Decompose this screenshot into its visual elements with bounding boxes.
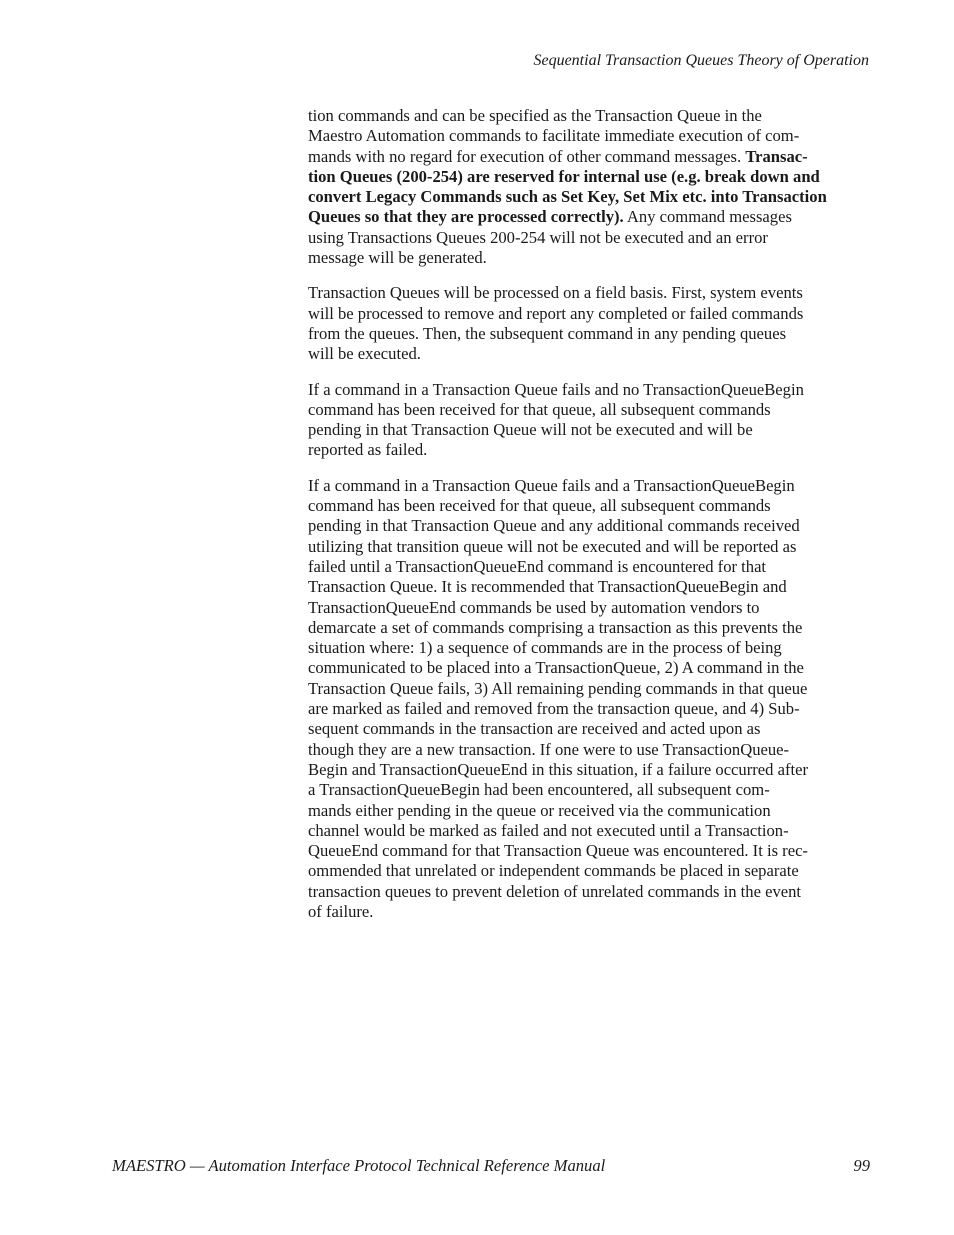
paragraph-line: will be processed to remove and report any completed or failed commands — [308, 303, 804, 323]
paragraph-line: reported as failed. — [308, 440, 428, 460]
paragraph-line: sequent commands in the transaction are received and acted upon as — [308, 719, 761, 739]
paragraph-line: If a command in a Transaction Queue fails and no TransactionQueueBegin — [308, 379, 804, 399]
paragraph-line: are marked as failed and removed from the transaction queue, and 4) Sub- — [308, 699, 800, 719]
paragraph-line: If a command in a Transaction Queue fails and a TransactionQueueBegin — [308, 475, 795, 495]
plain-text: Any command messages — [623, 207, 792, 227]
paragraph-line: QueueEnd command for that Transaction Queue was encountered. It is rec- — [308, 841, 808, 861]
paragraph-line: a TransactionQueueBegin had been encountered, all subsequent com- — [308, 780, 770, 800]
paragraph-line — [308, 207, 872, 227]
bold-text: convert Legacy Commands such as Set Key, Set Mix etc. into Transaction — [308, 187, 827, 207]
paragraph-3 — [308, 380, 872, 461]
bold-text: Queues so that they are processed correctly). — [308, 207, 624, 227]
paragraph-4 — [308, 476, 872, 923]
paragraph-line: mands either pending in the queue or received via the communication — [308, 800, 771, 820]
paragraph-line: tion commands and can be specified as the Transaction Queue in the — [308, 106, 762, 125]
paragraph-line: transaction queues to prevent deletion of unrelated commands in the event — [308, 881, 802, 901]
paragraph-2 — [308, 283, 872, 364]
page-number: 99 — [853, 1156, 870, 1175]
paragraph-line: command has been received for that queue, all subsequent commands — [308, 399, 771, 419]
paragraph-line: of failure. — [308, 901, 374, 921]
paragraph-line: command has been received for that queue, all subsequent commands — [308, 496, 771, 516]
paragraph-1 — [308, 106, 872, 268]
paragraph-line — [308, 147, 872, 167]
paragraph-line: pending in that Transaction Queue will not be executed and will be — [308, 420, 753, 440]
paragraph-line: failed until a TransactionQueueEnd command is encountered for that — [308, 556, 767, 576]
bold-text: tion Queues (200-254) are reserved for internal use (e.g. break down and — [308, 166, 820, 186]
paragraph-line: ommended that unrelated or independent commands be placed in separate — [308, 861, 799, 881]
paragraph-line: Transaction Queue. It is recommended that TransactionQueueBegin and — [308, 577, 787, 597]
paragraph-line: Maestro Automation commands to facilitate immediate execution of com- — [308, 126, 800, 146]
paragraph-line: will be executed. — [308, 344, 421, 364]
paragraph-line: demarcate a set of commands comprising a transaction as this prevents the — [308, 617, 803, 637]
paragraph-line: channel would be marked as failed and not executed until a Transaction- — [308, 820, 789, 840]
paragraph-line: TransactionQueueEnd commands be used by automation vendors to — [308, 597, 760, 617]
paragraph-line: Transaction Queues will be processed on a field basis. First, system events — [308, 283, 803, 303]
body-text — [308, 106, 872, 937]
paragraph-line: situation where: 1) a sequence of commands are in the process of being — [308, 638, 782, 658]
paragraph-line: Begin and TransactionQueueEnd in this situation, if a failure occurred after — [308, 759, 808, 779]
paragraph-line: utilizing that transition queue will not be executed and will be reported as — [308, 536, 797, 556]
paragraph-line: though they are a new transaction. If one were to use TransactionQueue- — [308, 739, 790, 759]
running-header: Sequential Transaction Queues Theory of Operation — [533, 52, 869, 69]
paragraph-line: pending in that Transaction Queue and any additional commands received — [308, 516, 800, 536]
paragraph-line: from the queues. Then, the subsequent command in any pending queues — [308, 323, 787, 343]
plain-text: mands with no regard for execution of other command messages. — [308, 146, 746, 166]
paragraph-line — [308, 187, 872, 207]
paragraph-line — [308, 167, 872, 187]
paragraph-line: Transaction Queue fails, 3) All remaining pending commands in that queue — [308, 678, 808, 698]
paragraph-line: message will be generated. — [308, 248, 487, 268]
footer-manual-title: MAESTRO — Automation Interface Protocol Technical Reference Manual — [112, 1156, 606, 1175]
paragraph-line: communicated to be placed into a TransactionQueue, 2) A command in the — [308, 658, 804, 678]
paragraph-line: using Transactions Queues 200-254 will not be executed and an error — [308, 227, 768, 247]
bold-text: Transac- — [745, 146, 808, 166]
